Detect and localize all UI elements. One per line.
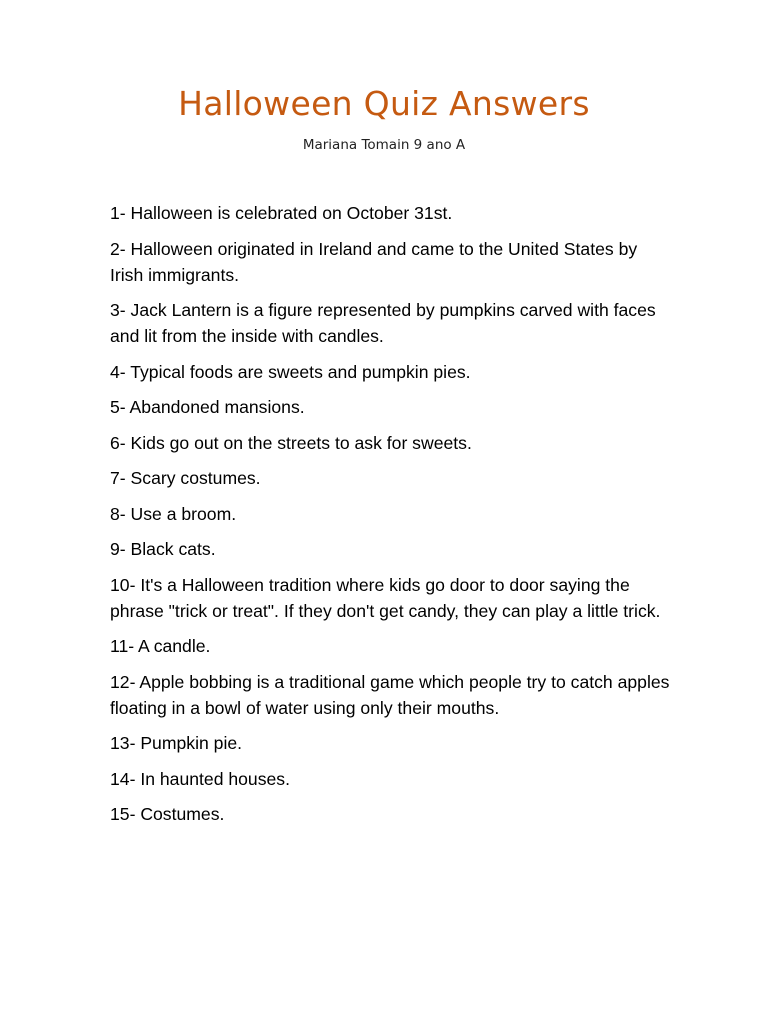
answer-item: 14- In haunted houses.: [110, 768, 290, 789]
page-title: Halloween Quiz Answers: [178, 84, 590, 123]
answer-item: 4- Typical foods are sweets and pumpkin pies.: [110, 361, 471, 382]
answer-item: 2- Halloween originated in Ireland and came to the United States by Irish immigrants.: [110, 238, 638, 285]
answer-item: 6- Kids go out on the streets to ask for sweets.: [110, 432, 472, 453]
answer-item: 5- Abandoned mansions.: [110, 397, 305, 417]
answer-list: [110, 200, 670, 837]
answer-item: 15- Costumes.: [110, 804, 225, 824]
answer-item: 3- Jack Lantern is a figure represented by pumpkins carved with faces and lit from the inside with candles.: [110, 300, 656, 346]
author-line: Mariana Tomain 9 ano A: [302, 137, 466, 153]
answer-item: 13- Pumpkin pie.: [110, 733, 243, 753]
answer-item: 7- Scary costumes.: [110, 468, 261, 488]
answer-item: 8- Use a broom.: [110, 503, 237, 524]
answer-item: 10- It's a Halloween tradition where kids go door to door saying the phrase "trick or treat". If they don't get candy, they can play a little trick.: [110, 574, 661, 621]
answer-item: 1- Halloween is celebrated on October 31st.: [110, 203, 453, 223]
answer-item: 11- A candle.: [110, 636, 211, 656]
answer-item: 9- Black cats.: [110, 539, 216, 559]
answer-item: 12- Apple bobbing is a traditional game which people try to catch apples floating in a bowl of water using only their mouths.: [110, 671, 670, 718]
